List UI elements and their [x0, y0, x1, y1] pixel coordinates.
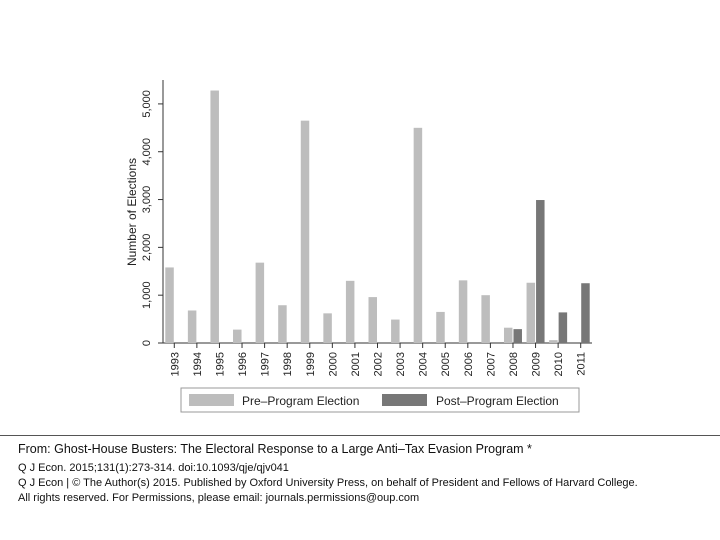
bar-pre-2002	[369, 297, 378, 343]
caption-title: From: Ghost-House Busters: The Electoral Response to a Large Anti–Tax Evasion Program *	[18, 442, 532, 456]
figure-caption	[0, 435, 720, 540]
x-tick-label: 1999	[304, 352, 317, 377]
bar-pre-2001	[346, 281, 355, 343]
x-tick-label: 2007	[485, 352, 498, 377]
x-tick-label: 2001	[349, 352, 362, 377]
bar-pre-1994	[188, 310, 197, 343]
bar-post-2011	[581, 283, 590, 343]
caption-rights: All rights reserved. For Permissions, please email: journals.permissions@oup.com	[18, 492, 420, 504]
x-tick-label: 2008	[507, 352, 520, 377]
x-tick-label: 1996	[237, 352, 250, 377]
x-tick-label: 1995	[214, 352, 227, 377]
y-tick-label: 2,000	[141, 233, 153, 262]
bar-pre-2009	[527, 283, 536, 343]
x-tick-label: 2000	[327, 352, 340, 377]
bar-pre-1996	[233, 330, 242, 343]
y-tick-label: 4,000	[141, 137, 153, 166]
x-tick-label: 1998	[282, 352, 295, 377]
bar-pre-1998	[278, 305, 287, 343]
bar-pre-2000	[323, 313, 332, 343]
bar-pre-2007	[481, 295, 490, 343]
x-tick-label: 1997	[259, 352, 272, 377]
x-tick-label: 2002	[372, 352, 385, 377]
bar-pre-2006	[459, 280, 468, 343]
caption-copyright: Q J Econ | © The Author(s) 2015. Published by Oxford University Press, on behalf of President and Fellows of Harvard College.	[18, 477, 638, 489]
y-tick-label: 5,000	[141, 90, 153, 118]
x-tick-label: 2006	[462, 352, 475, 377]
bar-pre-1993	[165, 267, 174, 343]
legend-label-post: Post–Program Election	[436, 394, 559, 408]
bar-pre-1997	[256, 263, 265, 343]
x-tick-label: 2003	[395, 352, 408, 377]
legend	[181, 388, 579, 412]
y-tick-label: 3,000	[141, 185, 153, 214]
bar-pre-1999	[301, 121, 310, 343]
bar-post-2009	[536, 200, 545, 343]
bar-post-2008	[513, 329, 522, 343]
y-axis-title: Number of Elections	[125, 157, 139, 267]
legend-swatch-pre	[189, 394, 234, 406]
bar-pre-2005	[436, 312, 445, 343]
bar-pre-2003	[391, 320, 400, 343]
bar-pre-2004	[414, 128, 423, 343]
x-tick-label: 2009	[530, 352, 543, 377]
legend-swatch-post	[382, 394, 427, 406]
legend-label-pre: Pre–Program Election	[242, 394, 360, 408]
caption-journal: Q J Econ. 2015;131(1):273-314. doi:10.1093/qje/qjv041	[18, 462, 289, 474]
y-tick-label: 0	[141, 339, 153, 347]
x-tick-label: 2011	[575, 352, 588, 376]
x-tick-label: 2004	[417, 352, 430, 377]
x-tick-label: 1993	[169, 352, 182, 377]
y-tick-label: 1,000	[141, 281, 153, 309]
bar-post-2010	[559, 312, 568, 343]
bar-pre-2008	[504, 328, 513, 343]
bars	[165, 91, 589, 343]
bar-pre-2010	[549, 340, 558, 343]
x-tick-label: 1994	[191, 352, 204, 377]
x-tick-label: 2005	[440, 352, 453, 377]
x-tick-label: 2010	[553, 352, 566, 377]
bar-pre-1995	[210, 91, 219, 343]
